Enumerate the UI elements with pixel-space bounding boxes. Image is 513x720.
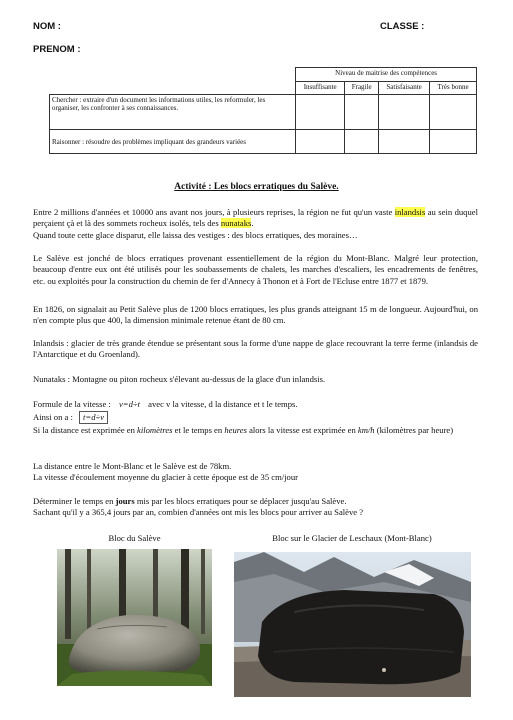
units-paragraph — [33, 425, 478, 436]
question-bold: jours — [115, 496, 135, 506]
skills-table — [49, 67, 477, 154]
skill-chercher: Chercher : extraire d'un document les informations utiles, les reformuler, les organiser, les confronter à ses connaissances. — [50, 95, 296, 130]
skill-raisonner: Raisonner : résoudre des problèmes impliquant des grandeurs variées — [50, 130, 296, 154]
intro-paragraph — [33, 207, 478, 241]
level-header: Fragile — [345, 82, 379, 95]
level-cell[interactable] — [296, 130, 345, 154]
table-row — [50, 95, 477, 130]
question-line-2: Sachant qu'il y a 365,4 jours par an, combien d'années ont mis les blocs pour arriver au Salève ? — [33, 507, 364, 518]
activity-title: Activité : Les blocs erratiques du Salève. — [174, 182, 339, 192]
table-corner — [50, 68, 296, 82]
level-header: Très bonne — [430, 82, 477, 95]
question-block — [33, 496, 478, 519]
distance-line: La distance entre le Mont-Blanc et le Salève est de 78km. — [33, 461, 232, 471]
level-cell[interactable] — [430, 130, 477, 154]
highlight-inlandsis: inlandsis — [394, 207, 426, 217]
formula-description: avec v la vitesse, d la distance et t le temps. — [148, 399, 298, 409]
table-row — [50, 130, 477, 154]
saleve-boulder-image — [57, 549, 212, 686]
nom-label: NOM : — [33, 21, 61, 32]
formula-inverse: t=d÷v — [79, 411, 108, 424]
level-cell[interactable] — [379, 130, 430, 154]
ainsi-label: Ainsi on a : — [33, 412, 73, 422]
table-corner-2 — [50, 82, 296, 95]
formula-expression: v=d÷t — [118, 399, 140, 409]
definition-inlandsis: Inlandsis : glacier de très grande étendue se présentant sous la forme d'une nappe de glace recouvrant la terre ferme (inlandsis de l'Antarctique et du Groenland). — [33, 338, 478, 360]
units-text: (kilomètres par heure) — [374, 425, 454, 435]
paragraph-1826: En 1826, on signalait au Petit Salève plus de 1200 blocs erratiques, les plus grands atteignant 15 m de longueur. Aujourd'hui, on n'en compte plus que 400, la dimension minimale retenue étant de 80 cm. — [33, 304, 478, 326]
level-cell[interactable] — [296, 95, 345, 130]
leschaux-boulder-photo — [234, 552, 471, 697]
level-cell[interactable] — [379, 95, 430, 130]
level-cell[interactable] — [430, 95, 477, 130]
saleve-boulder-photo — [57, 549, 212, 686]
speed-line: La vitesse d'écoulement moyenne du glacier à cette époque est de 35 cm/jour — [33, 472, 298, 483]
units-text: et le temps en — [172, 425, 225, 435]
level-header: Insuffisante — [296, 82, 345, 95]
units-text: alors la vitesse est exprimée en — [246, 425, 358, 435]
data-lines — [33, 461, 478, 484]
units-km: kilomètres — [137, 425, 173, 435]
prenom-label: PRENOM : — [33, 44, 81, 55]
units-kmh: km/h — [357, 425, 375, 435]
classe-label: CLASSE : — [380, 21, 425, 32]
question-text: Déterminer le temps en — [33, 496, 116, 506]
level-header: Satisfaisante — [379, 82, 430, 95]
paragraph-saleve: Le Salève est jonché de blocs erratiques provenant essentiellement de la région du Mont-Blanc. Malgré leur protection, beaucoup d'entre eux ont été utilisés pour les soubassements de chalets, les marches d'escaliers, les encadrements de fenêtres, etc. ou exploités pour la construction du chemin de fer d'Annecy à Thonon et à Fort de l'Ecluse entre 1877 et 1879. — [33, 253, 478, 286]
formula-block — [33, 399, 478, 410]
definition-nunataks: Nunataks : Montagne ou piton rocheux s'élevant au-dessus de la glace d'un inlandsis. — [33, 374, 326, 384]
level-cell[interactable] — [345, 95, 379, 130]
intro-text: Entre 2 millions d'années et 10000 ans avant nos jours, à plusieurs reprises, la région ne fut qu'un vaste — [33, 207, 395, 217]
levels-group-header: Niveau de maitrise des compétences — [296, 68, 477, 82]
level-cell[interactable] — [345, 130, 379, 154]
units-heures: heures — [224, 425, 247, 435]
leschaux-boulder-image — [234, 552, 471, 697]
units-text: Si la distance est exprimée en — [33, 425, 138, 435]
caption-right: Bloc sur le Glacier de Leschaux (Mont-Blanc) — [272, 533, 432, 543]
formula-inverse-line — [33, 411, 478, 424]
intro-text: . — [251, 218, 254, 229]
highlight-nunataks: nunataks — [220, 218, 252, 229]
formula-label: Formule de la vitesse : — [33, 399, 111, 409]
intro-line-2: Quand toute cette glace disparut, elle laissa des vestiges : des blocs erratiques, des moraines… — [33, 229, 358, 240]
intro-text: au sein duquel perçaient çà et là des sommets rocheux isolés, tels des — [33, 207, 478, 229]
question-text: mis par les blocs erratiques pour se déplacer jusqu'au Salève. — [134, 496, 347, 506]
caption-left: Bloc du Salève — [108, 533, 161, 543]
